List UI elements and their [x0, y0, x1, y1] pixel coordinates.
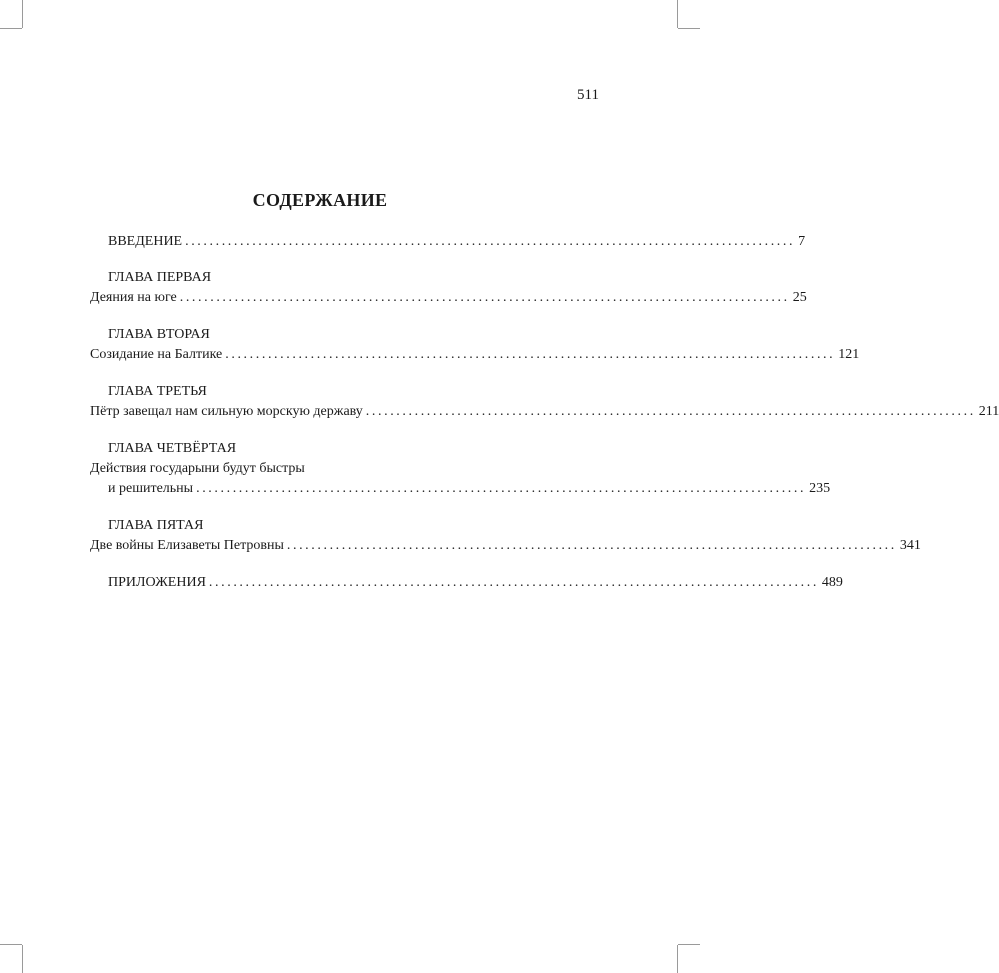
- chapter-heading: ГЛАВА ТРЕТЬЯ: [108, 384, 207, 399]
- page-number: 511: [577, 87, 599, 103]
- toc-chapter-2[interactable]: [90, 326, 860, 363]
- toc-entry-label-line1: Действия государыни будут быстры: [90, 461, 305, 476]
- dot-leader: ....................................................................................................: [365, 404, 976, 419]
- crop-mark: [0, 28, 22, 29]
- toc-entry-appendix[interactable]: [90, 574, 843, 591]
- toc-entry: [90, 480, 831, 497]
- toc-entry-page: 7: [798, 234, 806, 249]
- chapter-heading: ГЛАВА ПЕРВАЯ: [108, 270, 212, 285]
- dot-leader: ....................................................................................................: [179, 290, 790, 305]
- toc-title: СОДЕРЖАНИЕ: [252, 190, 388, 210]
- dot-leader: ....................................................................................................: [208, 575, 819, 590]
- toc-entry-label-line2: и решительны: [108, 481, 194, 496]
- toc-entry-label: Пётр завещал нам сильную морскую державу: [90, 404, 363, 419]
- dot-leader: ....................................................................................................: [225, 347, 836, 362]
- toc-entry-page: 341: [899, 538, 921, 553]
- dot-leader: ....................................................................................................: [196, 481, 807, 496]
- toc-entry-label: Созидание на Балтике: [90, 347, 223, 362]
- toc-entry-intro[interactable]: [90, 233, 806, 250]
- toc-entry: [90, 346, 860, 363]
- toc-entry-label: ПРИЛОЖЕНИЯ: [108, 575, 206, 590]
- crop-mark: [678, 944, 700, 945]
- crop-mark: [677, 0, 678, 28]
- chapter-heading: ГЛАВА ПЯТАЯ: [108, 518, 204, 533]
- toc-chapter-3[interactable]: [90, 383, 999, 420]
- toc-chapter-1[interactable]: [90, 269, 807, 306]
- crop-mark: [678, 28, 700, 29]
- toc-entry: [90, 537, 921, 554]
- toc-chapter-4[interactable]: [90, 440, 831, 497]
- crop-mark: [0, 944, 22, 945]
- crop-mark: [677, 945, 678, 973]
- toc-entry-page: 121: [838, 347, 860, 362]
- table-of-contents: [90, 233, 999, 591]
- toc-entry-label: Две войны Елизаветы Петровны: [90, 538, 284, 553]
- crop-mark: [22, 0, 23, 28]
- toc-chapter-5[interactable]: [90, 517, 921, 554]
- toc-entry-label: ВВЕДЕНИЕ: [108, 234, 183, 249]
- toc-entry-page: 489: [821, 575, 843, 590]
- toc-entry: [90, 403, 999, 420]
- chapter-heading: ГЛАВА ЧЕТВЁРТАЯ: [108, 441, 237, 456]
- crop-mark: [22, 945, 23, 973]
- toc-entry-page: 235: [809, 481, 831, 496]
- toc-entry: [90, 289, 807, 306]
- dot-leader: ....................................................................................................: [185, 234, 796, 249]
- toc-entry-label: Деяния на юге: [90, 290, 177, 305]
- chapter-heading: ГЛАВА ВТОРАЯ: [108, 327, 210, 342]
- dot-leader: ....................................................................................................: [286, 538, 897, 553]
- toc-entry-page: 211: [978, 404, 999, 419]
- toc-entry-page: 25: [792, 290, 807, 305]
